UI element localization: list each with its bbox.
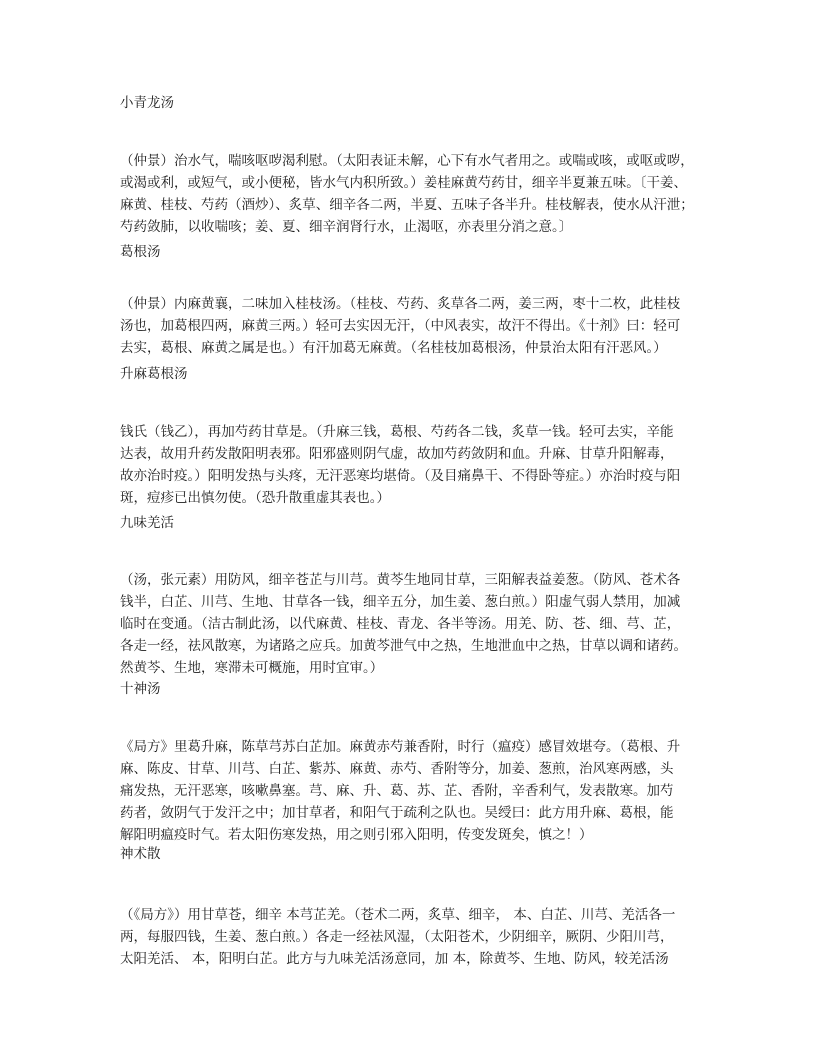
body-line: 然黄芩、生地，寒滞未可概施，用时宜审。）: [120, 660, 384, 676]
section-title: 葛根汤: [120, 244, 161, 260]
body-line: 或渴或利，或短气，或小便秘，皆水气内积所致。）姜桂麻黄芍药甘，细辛半夏兼五味。〔干姜、: [120, 175, 687, 191]
body-line: 麻、陈皮、甘草、川芎、白芷、紫苏、麻黄、赤芍、香附等分，加姜、葱煎，治风寒两感，头: [120, 761, 674, 777]
body-line: 麻黄、桂枝、芍药（酒炒）、炙草、细辛各二两，半夏、五味子各半升。桂枝解表，使水从汗泄；: [120, 197, 694, 213]
body-line: （仲景）治水气，喘咳呕哕渴利慰。（太阳表证未解，心下有水气者用之。或喘或咳，或呕或哕，: [120, 153, 694, 169]
body-line: （《局方》）用甘草苍，细辛 本芎芷羌。（苍术二两，炙草、细辛， 本、白芷、川芎、羌活各一: [120, 907, 676, 923]
section-title: 小青龙汤: [120, 95, 174, 111]
body-line: （仲景）内麻黄襄，二味加入桂枝汤。（桂枝、芍药、炙草各二两，姜三两，枣十二枚，此桂枝: [120, 296, 681, 312]
body-line: （汤，张元素）用防风，细辛苍芷与川芎。黄芩生地同甘草，三阳解表益姜葱。（防风、苍术各: [120, 572, 681, 588]
body-line: 钱半，白芷、川芎、生地、甘草各一钱，细辛五分，加生姜、葱白煎。）阳虚气弱人禁用，加减: [120, 594, 681, 610]
section-body: [120, 736, 696, 846]
body-line: 钱氏（钱乙），再加芍药甘草是。（升麻三钱，葛根、芍药各二钱，炙草一钱。轻可去实，辛能: [120, 424, 674, 440]
body-line: 达表，故用升药发散阳明表邪。阳邪盛则阴气虚，故加芍药敛阴和血。升麻、甘草升阳解毒，: [120, 446, 674, 462]
body-line: 《局方》里葛升麻，陈草芎苏白芷加。麻黄赤芍兼香附，时行（瘟疫）感冒效堪夸。（葛根、升: [120, 739, 681, 755]
section-body: [120, 293, 696, 359]
section-body: [120, 569, 696, 679]
body-line: 药者，敛阴气于发汗之中；加甘草者，和阳气于疏利之队也。吴绶曰：此方用升麻、葛根，能: [120, 805, 674, 821]
body-line: 斑，痘疹已出慎勿使。（恐升散重虚其表也。）: [120, 490, 390, 506]
section-title: 十神汤: [120, 681, 161, 697]
section-title: 神术散: [120, 846, 161, 862]
body-line: 故亦治时疫。）阳明发热与头疼，无汗恶寒均堪倚。（及目痛鼻干、不得卧等症。）亦治时疫与阳: [120, 468, 681, 484]
body-line: 去实，葛根、麻黄之属是也。）有汗加葛无麻黄。（名桂枝加葛根汤，仲景治太阳有汗恶风。）: [120, 340, 667, 356]
section-body: [120, 421, 696, 509]
body-line: 痛发热，无汗恶寒，咳嗽鼻塞。芎、麻、升、葛、苏、芷、香附，辛香利气，发表散寒。加芍: [120, 783, 674, 799]
body-line: 解阳明瘟疫时气。若太阳伤寒发热，用之则引邪入阳明，传变发斑矣，慎之！）: [120, 827, 593, 843]
section-body: [120, 904, 696, 970]
body-line: 汤也，加葛根四两，麻黄三两。）轻可去实因无汗，（中风表实，故汗不得出。《十剂》曰：轻可: [120, 318, 681, 334]
body-line: 两，每服四钱，生姜、葱白煎。）各走一经祛风湿，（太阳苍术，少阴细辛，厥阴、少阳川芎，: [120, 929, 674, 945]
section-title: 九味羌活: [120, 515, 174, 531]
body-line: 临时在变通。（洁古制此汤，以代麻黄、桂枝、青龙、各半等汤。用羌、防、苍、细、芎、芷，: [120, 616, 681, 632]
body-line: 太阳羌活、 本，阳明白芷。此方与九味羌活汤意同，加 本，除黄芩、生地、防风，较羌活汤: [120, 951, 669, 967]
body-line: 芍药敛肺，以收喘咳；姜、夏、细辛润肾行水，止渴呕，亦表里分消之意。〕: [120, 219, 573, 235]
section-title: 升麻葛根汤: [120, 366, 188, 382]
body-line: 各走一经，祛风散寒，为诸路之应兵。加黄芩泄气中之热，生地泄血中之热，甘草以调和诸药。: [120, 638, 687, 654]
section-body: [120, 150, 696, 238]
